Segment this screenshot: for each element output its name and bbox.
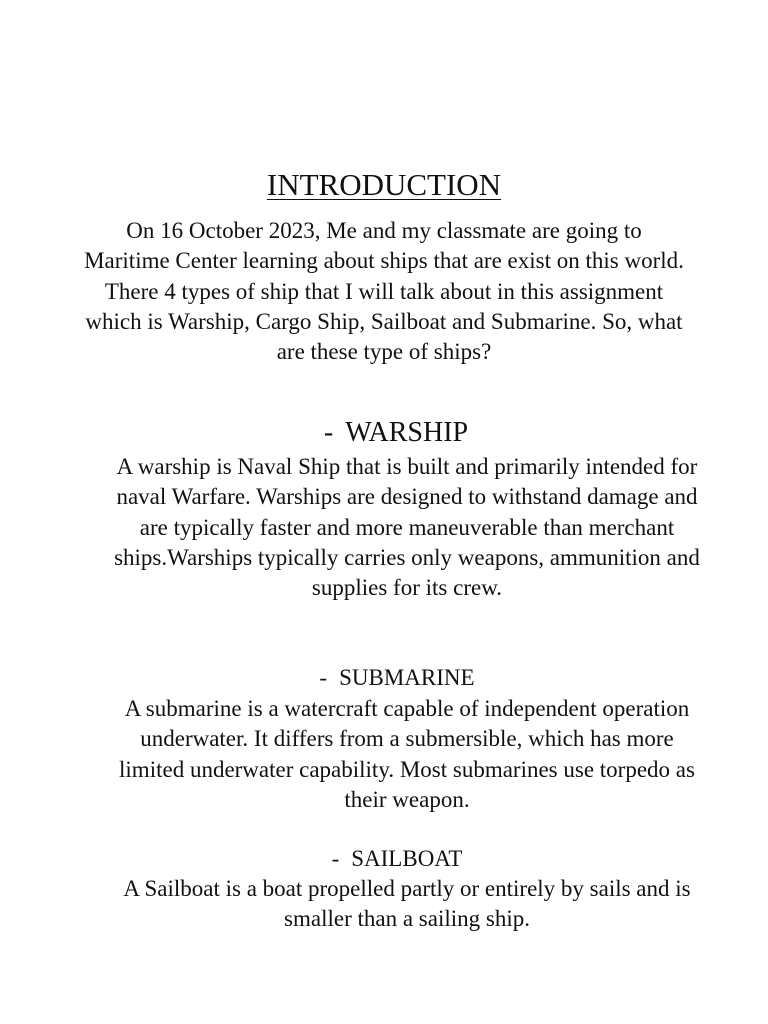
bullet-dash: - (323, 417, 334, 448)
page-title: INTRODUCTION (266, 167, 502, 202)
section-heading-sailboat (0, 844, 768, 874)
section-body-submarine: A submarine is a watercraft capable of independent operation underwater. It differs from a submersible, which has more limited underwater capability. Most submarines use torpedo as their weapon. (119, 696, 695, 812)
section-heading-label: SAILBOAT (351, 846, 463, 871)
intro-paragraph: On 16 October 2023, Me and my classmate are going to Maritime Center learning about ships that are exist on this world. There 4 types of ship that I will talk about in this assignment which is Warship, Cargo Ship, Sailboat and Submarine. So, what are these type of ships? (84, 218, 684, 365)
bullet-dash: - (331, 846, 340, 871)
section-heading-label: SUBMARINE (339, 665, 475, 690)
section-body-sailboat: A Sailboat is a boat propelled partly or entirely by sails and is smaller than a sailing ship. (123, 876, 691, 932)
section-heading-label: WARSHIP (345, 417, 469, 448)
section-heading-submarine (0, 663, 768, 693)
section-body-warship: A warship is Naval Ship that is built and primarily intended for naval Warfare. Warships are designed to withstand damage and are typically faster and more maneuverable than merchant ships.Warships typically carries only weapons, ammunition and supplies for its crew. (114, 454, 700, 601)
section-heading-warship (0, 416, 768, 450)
bullet-dash: - (319, 665, 328, 690)
